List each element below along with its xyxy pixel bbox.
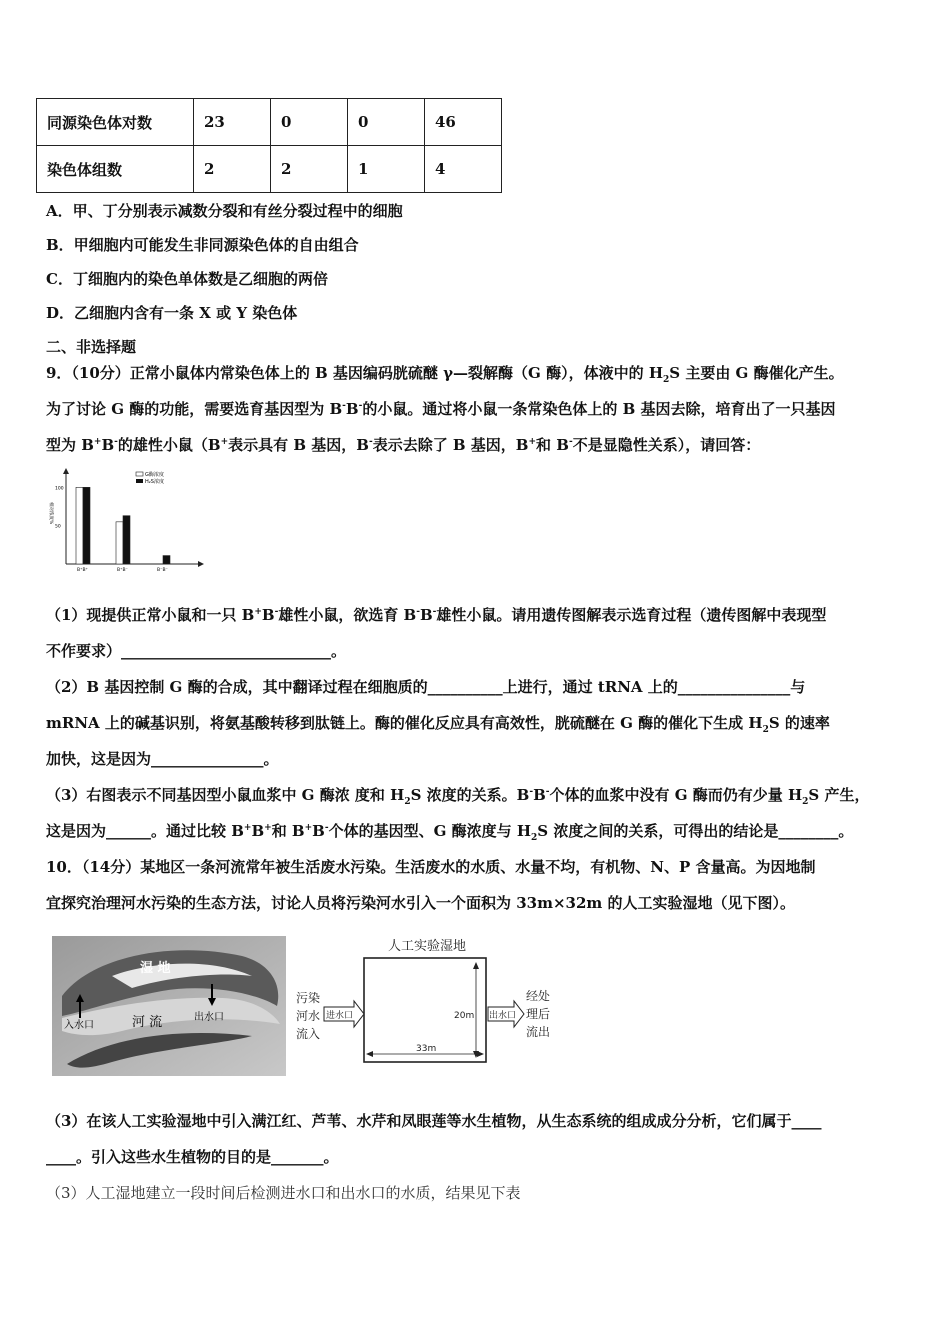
- bar-g-enzyme-1: [116, 522, 123, 564]
- q9-part2-line-1: （2）B 基因控制 G 酶的合成，其中翻译过程在细胞质的__________上进行，通过 tRNA 上的_______________与: [46, 678, 806, 696]
- x-tick-label: B⁺B⁻: [117, 568, 128, 573]
- q9-line-2: 为了讨论 G 酶的功能，需要选育基因型为 B-B-的小鼠。通过将小鼠一条常染色体上的 B 基因去除，培育出了一只基因: [46, 400, 836, 418]
- q9-line-3: 型为 B+B-的雄性小鼠（B+表示具有 B 基因，B-表示去除了 B 基因，B+和 B-不是显隐性关系），请回答：: [46, 436, 761, 454]
- outlet-label: 出水口: [194, 1012, 224, 1023]
- river-label: 河 流: [132, 1015, 163, 1030]
- bar-h2s-2: [163, 556, 170, 564]
- table-cell: 同源染色体对数: [37, 99, 194, 146]
- table-row: [37, 146, 502, 193]
- q9-part3-line-1: （3）右图表示不同基因型小鼠血浆中 G 酶浓 度和 $H_2S$ 浓度的关系。B-B-个体的血浆中没有 G 酶而仍有少量 $H_2S$ 产生，: [46, 786, 870, 807]
- table-cell: 染色体组数: [37, 146, 194, 193]
- section-heading: 二、非选择题: [46, 338, 137, 356]
- width-arrow-left: [366, 1051, 373, 1057]
- x-axis-arrow: [198, 561, 204, 567]
- y-axis-label: 相对浓度%: [48, 502, 53, 525]
- option-a: A．甲、丁分别表示减数分裂和有丝分裂过程中的细胞: [46, 202, 403, 220]
- table-row: [37, 99, 502, 146]
- wetland-photo: [52, 936, 286, 1076]
- x-tick-label: B⁺B⁺: [77, 568, 88, 573]
- q9-part1-line-1: （1）现提供正常小鼠和一只 B+B-雄性小鼠，欲选育 B-B-雄性小鼠。请用遗传图解表示选育过程（遗传图解中表现型: [46, 606, 827, 624]
- bar-g-enzyme-0: [76, 487, 83, 564]
- inflow-label-3: 流入: [296, 1027, 321, 1041]
- wetland-label: 湿 地: [140, 961, 171, 976]
- enzyme-bar-chart: [44, 466, 214, 576]
- q9-part1-line-2: 不作要求）____________________________。: [46, 642, 347, 660]
- q9-part2-line-2: mRNA 上的碱基识别，将氨基酸转移到肽链上。酶的催化反应具有高效性，胱硫醚在 G 酶的催化下生成 $H_2S$ 的速率: [46, 714, 830, 735]
- outlet-box-label: 出水口: [489, 1011, 517, 1021]
- x-tick-label: B⁻B⁻: [157, 568, 168, 573]
- table-cell: 2: [194, 146, 271, 193]
- chromosome-table: [36, 98, 502, 193]
- q10-line-2: 宜探究治理河水污染的生态方法，讨论人员将污染河水引入一个面积为 33m×32m 的人工实验湿地（见下图）。: [46, 894, 796, 912]
- y-axis-arrow: [63, 468, 69, 474]
- outflow-label-2: 理后: [526, 1007, 551, 1021]
- q10-part3-line-2: ____。引入这些水生植物的目的是_______。: [46, 1148, 339, 1166]
- table-cell: 23: [194, 99, 271, 146]
- table-cell: 2: [271, 146, 348, 193]
- bar-h2s-1: [123, 516, 130, 564]
- table-cell: 4: [425, 146, 502, 193]
- diagram-title: 人工实验湿地: [388, 939, 467, 954]
- q9-part2-line-3: 加快，这是因为_______________。: [46, 750, 279, 768]
- legend-label-h2s: H₂S浓度: [145, 479, 164, 485]
- outflow-label-1: 经处: [526, 989, 551, 1003]
- option-d: D．乙细胞内含有一条 X 或 Y 染色体: [46, 304, 298, 322]
- option-c: C．丁细胞内的染色单体数是乙细胞的两倍: [46, 270, 328, 288]
- y-tick-label: 100: [55, 486, 64, 492]
- legend-swatch-g: [136, 472, 143, 476]
- height-arrow-top: [473, 962, 479, 969]
- table-cell: 1: [348, 146, 425, 193]
- bar-h2s-0: [83, 487, 90, 564]
- q9-part3-line-2: 这是因为______。通过比较 B+B+和 B+B-个体的基因型、G 酶浓度与 $H_2S$ 浓度之间的关系，可得出的结论是________。: [46, 822, 854, 843]
- q10-line-1: 10．（14分）某地区一条河流常年被生活废水污染。生活废水的水质、水量不均，有机物、N、P 含量高。为因地制: [46, 858, 816, 876]
- inlet-box-label: 进水口: [326, 1011, 354, 1021]
- inflow-label-2: 河水: [296, 1009, 321, 1023]
- table-cell: 0: [271, 99, 348, 146]
- height-label: 20m: [454, 1011, 475, 1021]
- legend-label-g: G酶浓度: [145, 472, 164, 478]
- width-label: 33m: [416, 1044, 437, 1054]
- width-arrow-right: [477, 1051, 484, 1057]
- table-cell: 46: [425, 99, 502, 146]
- wetland-diagram: [292, 934, 560, 1080]
- inflow-label-1: 污染: [296, 991, 321, 1005]
- inlet-label: 入水口: [64, 1020, 94, 1031]
- q9-line-1: 9．（10分）正常小鼠体内常染色体上的 B 基因编码胱硫醚 γ—裂解酶（G 酶），体液中的 $H_2S$ 主要由 G 酶催化产生。: [46, 364, 844, 385]
- q10-part4-line: （3）人工湿地建立一段时间后检测进水口和出水口的水质，结果见下表: [46, 1184, 521, 1202]
- y-tick-label: 50: [55, 524, 61, 530]
- legend-swatch-h2s: [136, 479, 143, 483]
- q10-part3-line-1: （3）在该人工实验湿地中引入满江红、芦苇、水芹和凤眼莲等水生植物，从生态系统的组成成分分析，它们属于____: [46, 1112, 822, 1130]
- outflow-label-3: 流出: [526, 1025, 551, 1039]
- option-b: B．甲细胞内可能发生非同源染色体的自由组合: [46, 236, 359, 254]
- table-cell: 0: [348, 99, 425, 146]
